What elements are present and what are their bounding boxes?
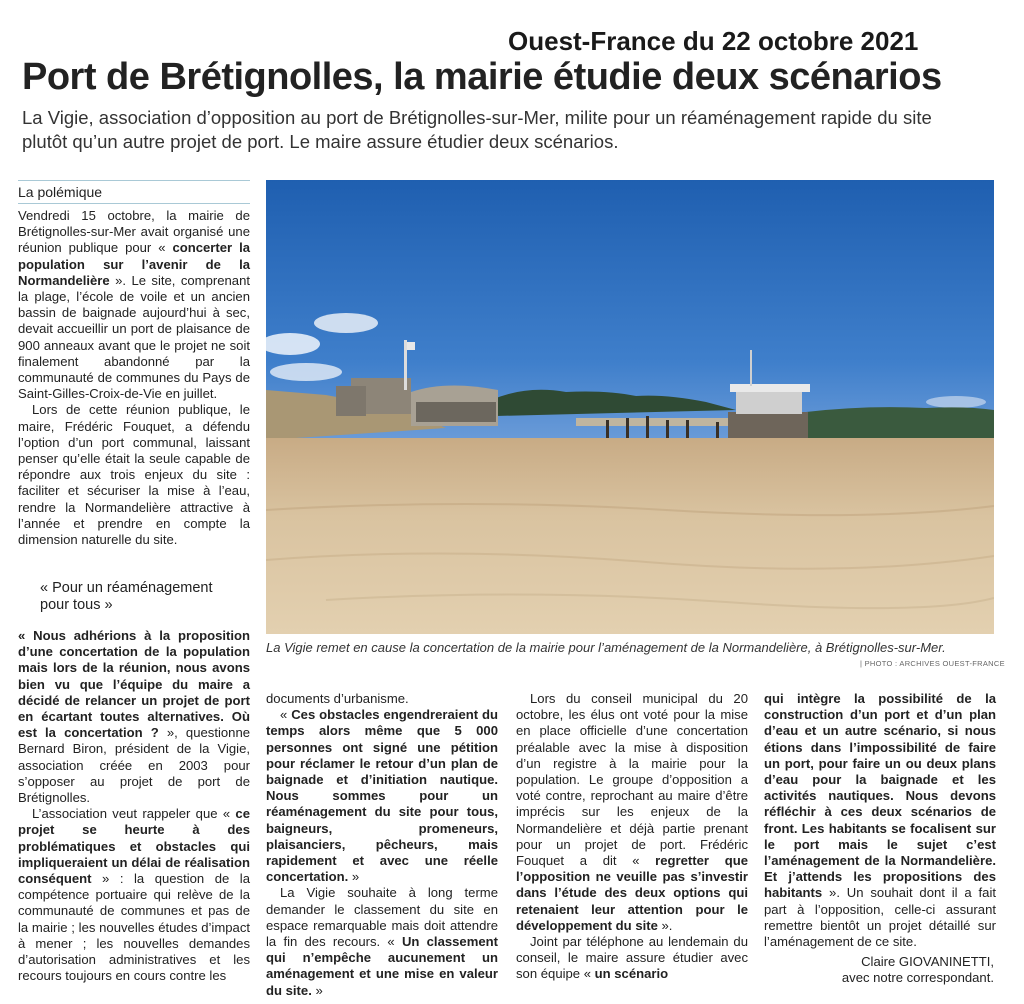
article-column-1 bbox=[18, 208, 250, 548]
source-line: Ouest-France du 22 octobre 2021 bbox=[508, 26, 919, 56]
article-column-1-continued bbox=[18, 628, 250, 984]
article-column-3 bbox=[516, 691, 748, 983]
author-correspondent: avec notre correspondant. bbox=[841, 970, 994, 986]
headline: Port de Brétignolles, la mairie étudie deux scénarios bbox=[22, 56, 942, 98]
article-column-4 bbox=[764, 691, 996, 950]
paragraph: La Vigie souhaite à long terme demander le classement du site en espace remarquable mais doit attendre la fin des recours. « Un classement qui n’empêche aucunement un aménagement et une mise en valeur du site. » bbox=[266, 885, 498, 998]
standfirst: La Vigie, association d’opposition au port de Brétignolles-sur-Mer, milite pour un réaménagement rapide du site plutôt qu’un autre projet de port. Le maire assure étudier deux scénarios. bbox=[22, 107, 932, 152]
paragraph: « Ces obstacles engendreraient du temps alors même que 5 000 personnes ont signé une pétition pour réclamer le retour d’un plan de baignade et d’initiation nautique. Nous sommes pour un réaménagement du site pour tous, baigneurs, promeneurs, plaisanciers, pêcheurs, mais rapidement et avec une réelle concertation. » bbox=[266, 707, 499, 885]
photo-illustration bbox=[266, 180, 994, 634]
paragraph: Lors de cette réunion publique, le maire, Frédéric Fouquet, a défendu l’option d’un port communal, laissant penser qu’elle était la seule capable de répondre aux trois enjeux du site : faciliter et sécuriser la mise à l’eau, rendre la Normandelière attractive à l’année et prendre en compte la dimension naturelle du site. bbox=[18, 402, 250, 548]
photo-credit: | PHOTO : ARCHIVES OUEST-FRANCE bbox=[860, 659, 1005, 668]
paragraph: documents d’urbanisme. bbox=[266, 691, 409, 706]
article-column-2 bbox=[266, 691, 498, 999]
beach-photo bbox=[266, 180, 994, 634]
subheading: « Pour un réaménagement pour tous » bbox=[40, 580, 213, 613]
paragraph: « Nous adhérions à la proposition d’une concertation de la population mais lors de la réunion, nous avons bien vu que l’équipe du maire a décidé de relancer un projet de port en écartant toutes alternatives. Où est la concertation ? », questionne Bernard Biron, président de la Vigie, association créée en 2003 pour s’opposer au projet de port de Brétignolles. bbox=[18, 628, 251, 806]
paragraph: Joint par téléphone au lendemain du conseil, le maire assure étudier avec son équipe « un scénario bbox=[516, 934, 748, 982]
author-name: Claire GIOVANINETTI, bbox=[861, 954, 994, 969]
paragraph: L’association veut rappeler que « ce projet se heurte à des problématiques et obstacles qui impliqueraient un délai de réalisation conséquent » : la question de la compétence portuaire qui relève de la communauté de communes et pas de la mairie ; les nouvelles études d’impact à mener ; les nouvelles demandes d’autorisation administratives et les recours toujours en cours contre les bbox=[18, 806, 250, 984]
paragraph: Lors du conseil municipal du 20 octobre, les élus ont voté pour la mise en place officielle d’une concertation préalable avec la mise à disposition d’un registre à la mairie pour la population. Le groupe d’opposition a voté contre, reprochant au maire d’être imprécis sur les enjeux de la Normandelière et déjà partie prenant pour un projet de port. Frédéric Fouquet a dit « regretter que l’opposition ne veuille pas s’investir dans l’étude des deux options qui retenaient leur attention pour le développement du site ». bbox=[516, 691, 748, 933]
paragraph: Vendredi 15 octobre, la mairie de Brétignolles-sur-Mer avait organisé une réunion publique pour « concerter la population sur l’avenir de la Normandelière ». Le site, comprenant la plage, l’école de voile et un ancien bassin de baignade aujourd’hui à sec, devait accueillir un port de plaisance de 900 anneaux avant que le projet ne soit finalement abandonné par la communauté de communes du Pays de Saint-Gilles-Croix-de-Vie en juillet. bbox=[18, 208, 251, 402]
section-label: La polémique bbox=[18, 180, 250, 204]
photo-caption: La Vigie remet en cause la concertation de la mairie pour l’aménagement de la Normandelière, à Brétignolles-sur-Mer. bbox=[266, 640, 946, 655]
author-signature bbox=[842, 954, 994, 986]
paragraph: qui intègre la possibilité de la construction d’un port et d’un plan d’eau et un autre scénario, si nous étions dans l’impossibilité de faire un port, pour faire un ou deux plans d’eau pour la baignade et les activités nautiques. Nous devons réfléchir à ces deux scénarios de front. Les habitants se focalisent sur le port mais le sujet c’est l’aménagement de la Normandelière. Et j’attends les propositions des habitants ». Un souhait dont il a fait part à l’opposition, celle-ci assurant remettre bientôt un projet détaillé sur l’aménagement de ce site. bbox=[764, 691, 996, 950]
